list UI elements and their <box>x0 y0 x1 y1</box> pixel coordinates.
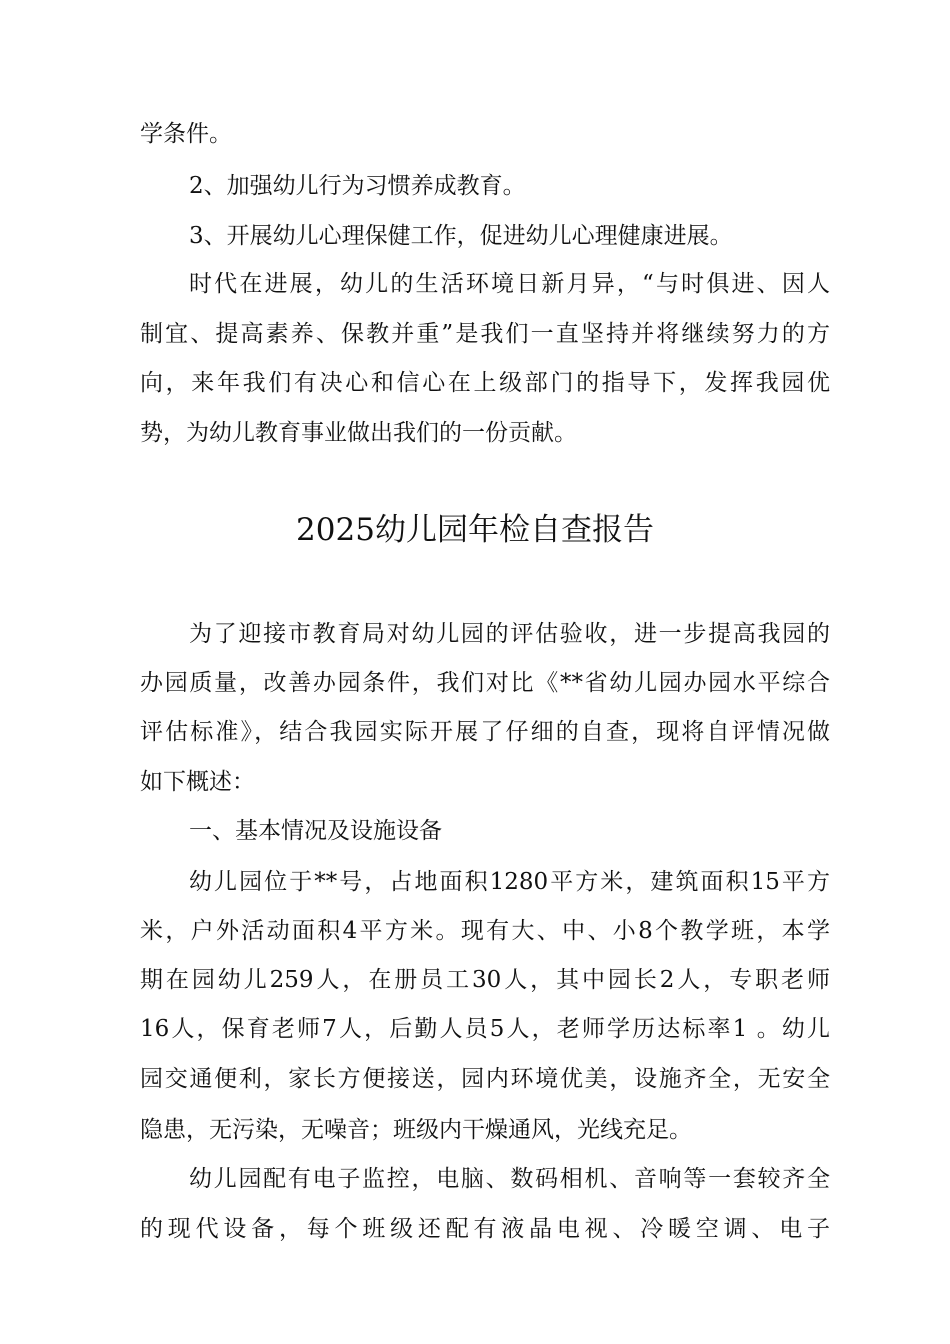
paragraph-line: 势，为幼儿教育事业做出我们的一份贡献。 <box>140 420 577 446</box>
list-item: 2、加强幼儿行为习惯养成教育。 <box>189 173 526 199</box>
paragraph-line: 时代在进展，幼儿的生活环境日新月异，“与时俱进、因人 <box>189 271 830 297</box>
paragraph-line: 为了迎接市教育局对幼儿园的评估验收，进一步提高我园的 <box>189 621 830 647</box>
paragraph-line: 隐患，无污染，无噪音；班级内干燥通风，光线充足。 <box>140 1117 692 1143</box>
paragraph-line: 学条件。 <box>140 121 232 147</box>
paragraph-line: 幼儿园配有电子监控，电脑、数码相机、音响等一套较齐全 <box>189 1166 830 1192</box>
paragraph-line: 如下概述： <box>140 769 255 795</box>
paragraph-line: 16人，保育老师7人，后勤人员5人，老师学历达标率1 。幼儿 <box>140 1016 830 1042</box>
paragraph-line: 评估标准》，结合我园实际开展了仔细的自查，现将自评情况做 <box>140 719 830 745</box>
list-item: 3、开展幼儿心理保健工作，促进幼儿心理健康进展。 <box>189 223 733 249</box>
paragraph-line: 米，户外活动面积4平方米。现有大、中、小8个教学班，本学 <box>140 918 830 944</box>
paragraph-line: 制宜、提高素养、保教并重”是我们一直坚持并将继续努力的方 <box>140 321 830 347</box>
page-title: 2025幼儿园年检自查报告 <box>296 512 654 548</box>
paragraph-line: 向，来年我们有决心和信心在上级部门的指导下，发挥我园优 <box>140 370 830 396</box>
paragraph-line: 幼儿园位于**号，占地面积1280平方米，建筑面积15平方 <box>189 869 830 895</box>
section-heading: 一、基本情况及设施设备 <box>189 818 442 844</box>
paragraph-line: 期在园幼儿259人，在册员工30人，其中园长2人，专职老师 <box>140 967 830 993</box>
paragraph-line: 园交通便利，家长方便接送，园内环境优美，设施齐全，无安全 <box>140 1066 830 1092</box>
paragraph-line: 的现代设备，每个班级还配有液晶电视、冷暖空调、电子 <box>140 1216 830 1242</box>
paragraph-line: 办园质量，改善办园条件，我们对比《**省幼儿园办园水平综合 <box>140 670 830 696</box>
